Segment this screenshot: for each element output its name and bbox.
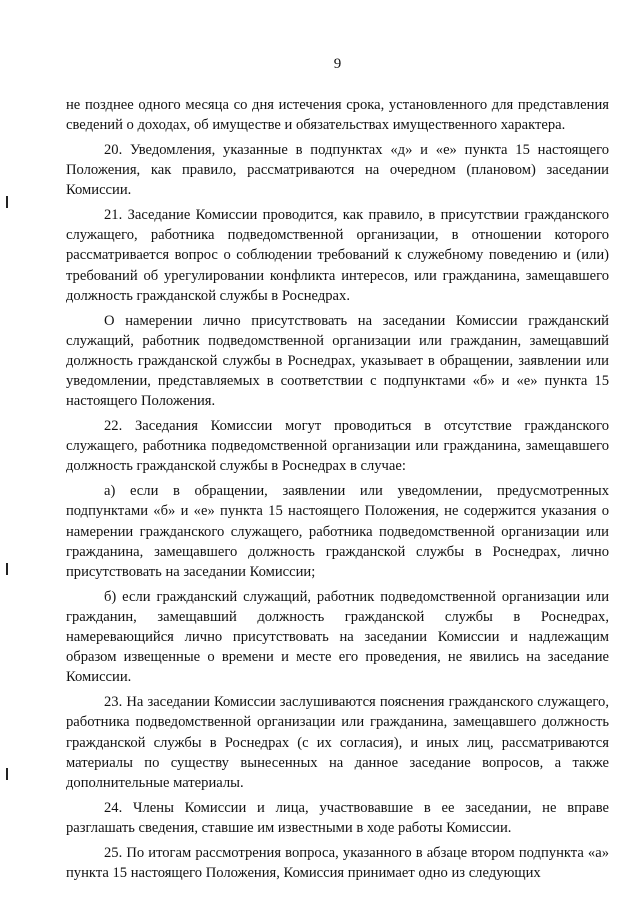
paragraph-item-21: 21. Заседание Комиссии проводится, как правило, в присутствии гражданского служащего, работника подведомственной организации, в отношении которого рассматривается вопрос о соблюдении требований к служебному поведению и (или) требований об урегулировании конфликта интересов, или гражданина, замещавшего должность гражданской службы в Роснедрах. [66,207,609,304]
paragraph-item-25: 25. По итогам рассмотрения вопроса, указанного в абзаце втором подпункта «а» пункта 15 настоящего Положения, Комиссия принимает одно из следующих [66,844,609,881]
document-body [66,95,609,883]
paragraph-item-22: 22. Заседания Комиссии могут проводиться в отсутствие гражданского служащего, работника подведомственной организации или гражданина, замещавшего должность гражданской службы в Роснедрах в случае: [66,418,609,475]
paragraph-item-20: 20. Уведомления, указанные в подпунктах «д» и «е» пункта 15 настоящего Положения, как правило, рассматриваются на очередном (плановом) заседании Комиссии. [66,141,609,199]
paragraph-continuation: не позднее одного месяца со дня истечения срока, установленного для представления сведений о доходах, об имуществе и обязательствах имущественного характера. [66,97,609,134]
paragraph-item-21-intent: О намерении лично присутствовать на заседании Комиссии гражданский служащий, работник подведомственной организации или гражданин, замещавший должность гражданской службы в Роснедрах, указывает в обращении, заявлении или уведомлении, представляемых в соответствии с подпунктами «б» и «е» пункта 15 настоящего Положения. [66,312,609,410]
paragraph-item-22-a: а) если в обращении, заявлении или уведомлении, предусмотренных подпунктами «б» и «е» пункта 15 настоящего Положения, не содержится указания о намерении гражданского служащего, работника подведомственной организации или гражданина, замещавшего должность гражданской службы в Роснедрах, лично присутствовать на заседании Комиссии; [66,483,609,580]
paragraph-item-24: 24. Члены Комиссии и лица, участвовавшие в ее заседании, не вправе разглашать сведения, ставшие им известными в ходе работы Комиссии. [66,799,609,836]
margin-mark [6,768,8,780]
page-number: 9 [333,56,342,72]
margin-mark [6,563,8,575]
margin-mark [6,196,8,208]
paragraph-item-22-b: б) если гражданский служащий, работник подведомственной организации или гражданин, замещавший должность гражданской службы в Роснедрах, намеревающийся лично присутствовать на заседании Комиссии и надлежащим образом извещенные о времени и месте его проведения, не явились на заседание Комиссии. [66,588,609,686]
paragraph-item-23: 23. На заседании Комиссии заслушиваются пояснения гражданского служащего, работника подведомственной организации или гражданина, замещавшего должность гражданской службы в Роснедрах (с их согласия), и иных лиц, рассматриваются материалы по существу вынесенных на данное заседание вопросов, а также дополнительные материалы. [66,694,609,791]
